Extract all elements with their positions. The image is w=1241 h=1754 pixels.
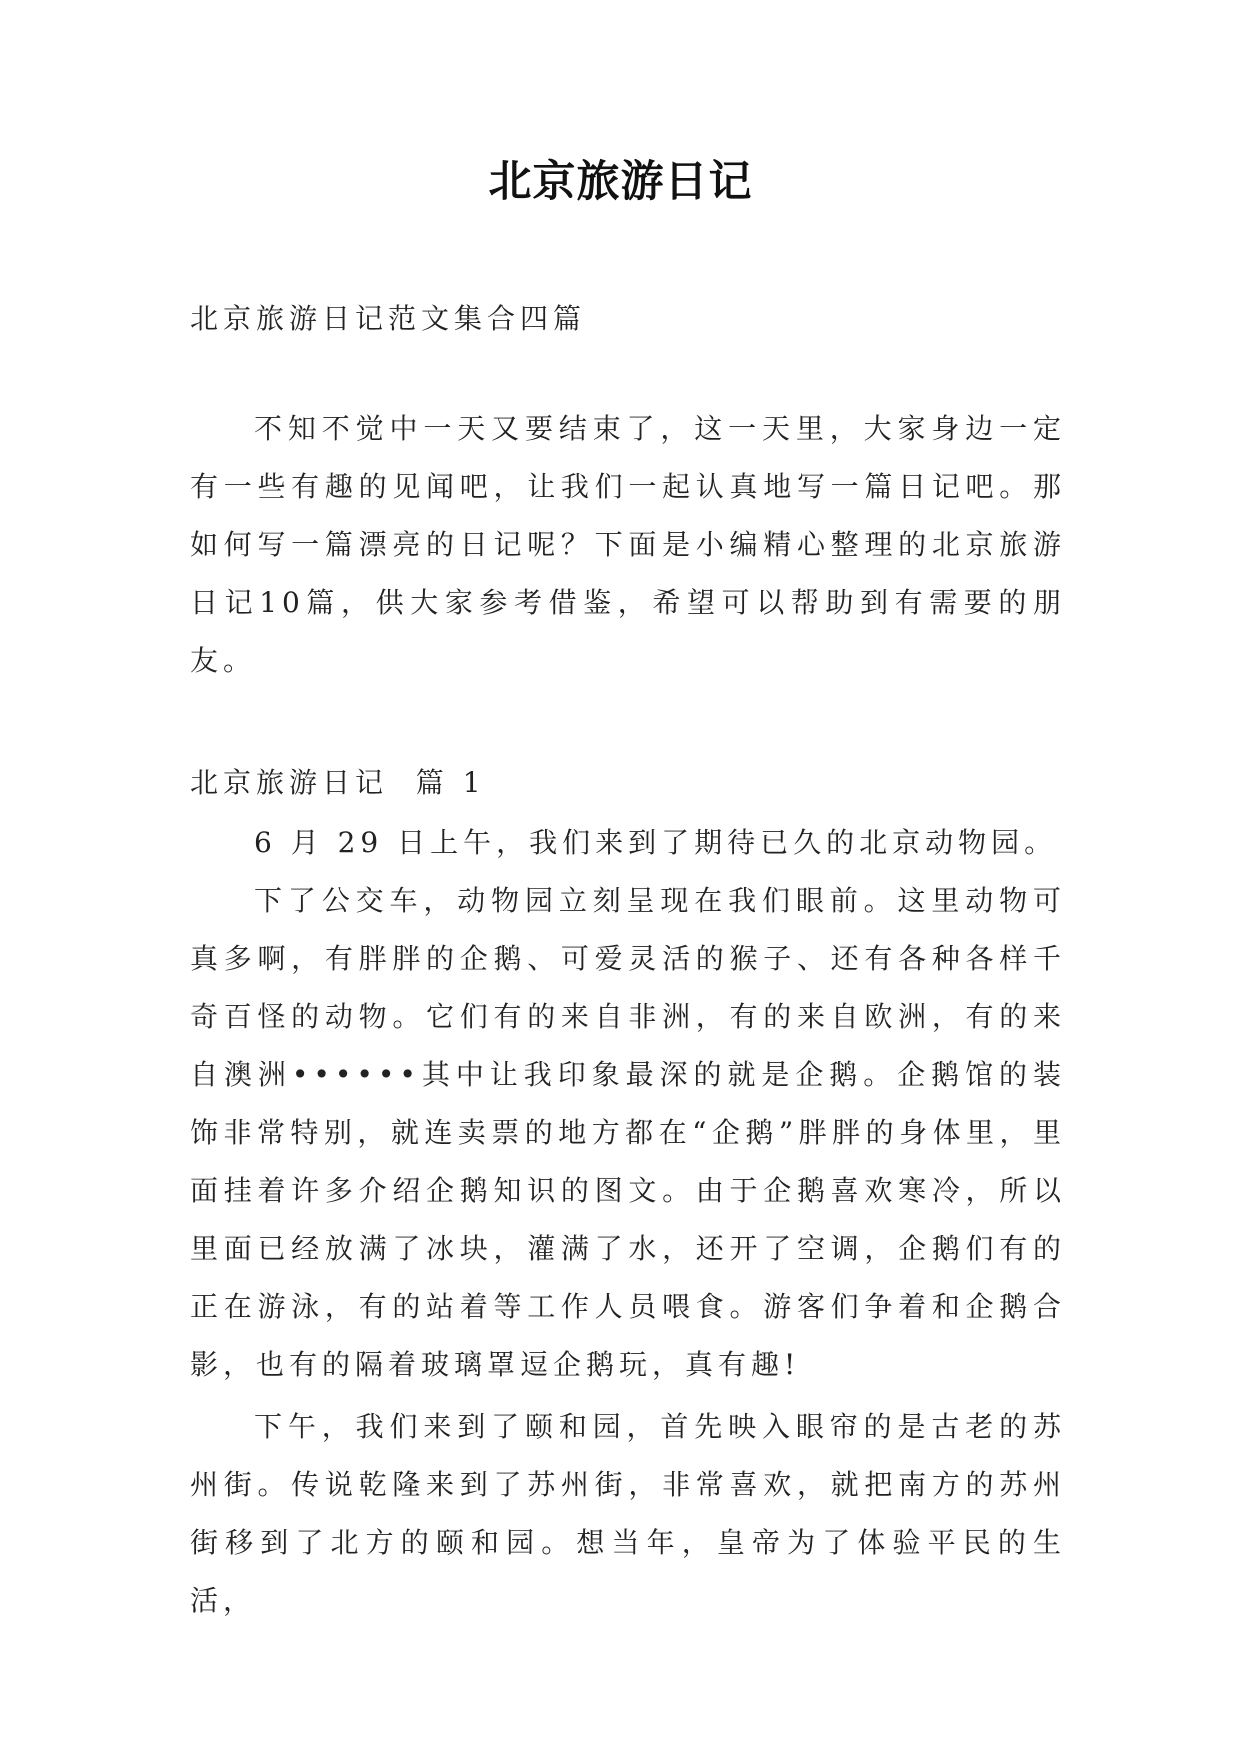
body-paragraph: 下了公交车，动物园立刻呈现在我们眼前。这里动物可真多啊，有胖胖的企鹅、可爱灵活的猴子、还有各种各样千奇百怪的动物。它们有的来自非洲，有的来自欧洲，有的来自澳洲••••••其中让我印象最深的就是企鹅。企鹅馆的装饰非常特别，就连卖票的地方都在“企鹅”胖胖的身体里，里面挂着许多介绍企鹅知识的图文。由于企鹅喜欢寒冷，所以里面已经放满了冰块，灌满了水，还开了空调，企鹅们有的正在游泳，有的站着等工作人员喂食。游客们争着和企鹅合影，也有的隔着玻璃罩逗企鹅玩，真有趣! <box>190 884 1066 1381</box>
body-paragraph: 下午，我们来到了颐和园，首先映入眼帘的是古老的苏州街。传说乾隆来到了苏州街，非常喜欢，就把南方的苏州街移到了北方的颐和园。想当年，皇帝为了体验平民的生活， <box>190 1410 1066 1617</box>
body-paragraph: 6 月 29 日上午，我们来到了期待已久的北京动物园。 <box>254 826 1058 859</box>
section-heading: 北京旅游日记 篇 1 <box>190 766 486 799</box>
document-subtitle: 北京旅游日记范文集合四篇 <box>190 302 587 335</box>
intro-paragraph: 不知不觉中一天又要结束了，这一天里，大家身边一定有一些有趣的见闻吧，让我们一起认真地写一篇日记吧。那如何写一篇漂亮的日记呢？下面是小编精心整理的北京旅游日记10篇，供大家参考借鉴，希望可以帮助到有需要的朋友。 <box>190 412 1066 677</box>
document-title: 北京旅游日记 <box>488 157 753 207</box>
